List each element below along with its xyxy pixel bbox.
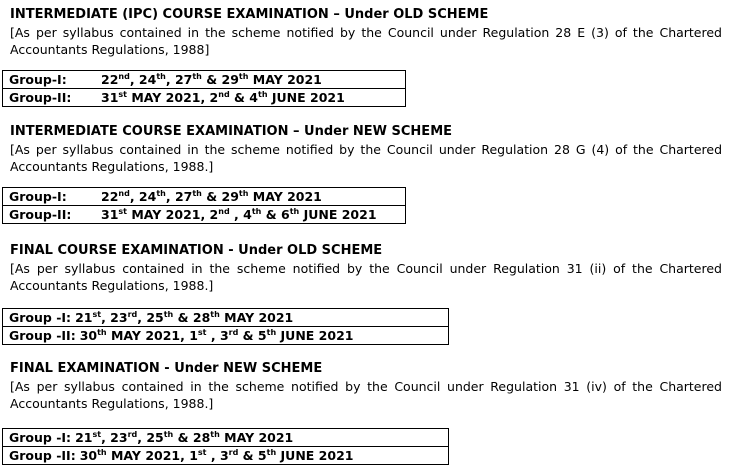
- ordinal-suffix: th: [97, 328, 107, 337]
- group-label: Group-I:: [9, 189, 67, 204]
- date-text: 21: [75, 310, 93, 325]
- ordinal-suffix: th: [289, 207, 300, 216]
- ordinal-suffix: nd: [118, 189, 130, 198]
- schedule-box: [2, 308, 449, 345]
- ordinal-suffix: nd: [118, 72, 130, 81]
- date-text: & 4: [229, 90, 258, 105]
- group-dates: [101, 89, 345, 106]
- date-text: MAY 2021, 1: [106, 328, 198, 343]
- section-final-new: [10, 360, 722, 412]
- date-text: MAY 2021, 2: [127, 90, 219, 105]
- schedule-box: [2, 187, 406, 224]
- date-text: , 23: [101, 430, 128, 445]
- date-text: 31: [101, 90, 119, 105]
- group-label: Group -I:: [9, 430, 72, 445]
- ordinal-suffix: th: [192, 189, 202, 198]
- ordinal-suffix: st: [118, 90, 127, 99]
- ordinal-suffix: th: [192, 72, 202, 81]
- section-note: [As per syllabus contained in the scheme notified by the Council under Regulation 31 (ii) of the Chartered Accountants Regulations, 1988.]: [10, 261, 722, 293]
- ordinal-suffix: st: [92, 430, 102, 439]
- date-text: 31: [101, 207, 119, 222]
- date-text: JUNE 2021: [276, 448, 354, 463]
- section-note: [As per syllabus contained in the scheme notified by the Council under Regulation 31 (iv) of the Chartered Accountants Regulations, 1988.]: [10, 379, 722, 411]
- section-final-old: [10, 242, 722, 294]
- date-text: , 24: [129, 72, 157, 87]
- section-intermediate-ipc-old: [10, 6, 722, 58]
- group-dates: [80, 447, 354, 464]
- date-text: & 6: [261, 207, 290, 222]
- group-label: Group -II:: [9, 448, 76, 463]
- schedule-row: [3, 446, 448, 464]
- schedule-row: [3, 326, 448, 344]
- group-dates: [101, 206, 377, 223]
- date-text: 30: [79, 328, 98, 343]
- section-note: [As per syllabus contained in the scheme notified by the Council under Regulation 28 E (3) of the Chartered Accountants Regulations, 1988]: [10, 25, 722, 57]
- schedule-box: [2, 70, 406, 107]
- group-dates: [75, 429, 293, 446]
- date-text: MAY 2021: [219, 430, 294, 445]
- date-text: , 25: [137, 310, 164, 325]
- section-heading: INTERMEDIATE COURSE EXAMINATION – Under NEW SCHEME: [10, 124, 453, 139]
- ordinal-suffix: rd: [127, 430, 138, 439]
- ordinal-suffix: th: [266, 328, 277, 337]
- ordinal-suffix: nd: [218, 90, 230, 99]
- ordinal-suffix: th: [266, 448, 277, 457]
- date-text: JUNE 2021: [267, 90, 345, 105]
- date-text: , 27: [165, 189, 193, 204]
- group-dates: [101, 188, 322, 205]
- ordinal-suffix: rd: [228, 448, 239, 457]
- date-text: & 28: [173, 310, 211, 325]
- schedule-row: [3, 429, 448, 446]
- ordinal-suffix: th: [210, 430, 220, 439]
- group-dates: [80, 327, 354, 344]
- date-text: & 5: [238, 448, 267, 463]
- schedule-row: [3, 309, 448, 326]
- section-intermediate-new: [10, 123, 722, 175]
- ordinal-suffix: th: [97, 448, 107, 457]
- group-label: Group -I:: [9, 310, 72, 325]
- date-text: & 28: [173, 430, 211, 445]
- ordinal-suffix: th: [210, 310, 220, 319]
- date-text: 21: [75, 430, 93, 445]
- date-text: , 23: [101, 310, 128, 325]
- date-text: MAY 2021: [219, 310, 294, 325]
- date-text: MAY 2021, 1: [106, 448, 198, 463]
- schedule-row: [3, 88, 405, 106]
- schedule-box: [2, 428, 449, 465]
- ordinal-suffix: st: [118, 207, 127, 216]
- ordinal-suffix: th: [163, 430, 174, 439]
- schedule-row: [3, 188, 405, 205]
- date-text: 22: [101, 189, 119, 204]
- date-text: & 29: [201, 72, 239, 87]
- date-text: , 24: [129, 189, 157, 204]
- group-dates: [101, 71, 322, 88]
- date-text: MAY 2021, 2: [127, 207, 219, 222]
- date-text: MAY 2021: [248, 189, 322, 204]
- group-label: Group-II:: [9, 207, 72, 222]
- date-text: JUNE 2021: [299, 207, 377, 222]
- date-text: , 25: [137, 430, 164, 445]
- group-label: Group-II:: [9, 90, 72, 105]
- date-text: , 4: [229, 207, 252, 222]
- date-text: & 29: [201, 189, 239, 204]
- ordinal-suffix: th: [258, 90, 268, 99]
- schedule-row: [3, 71, 405, 88]
- section-note: [As per syllabus contained in the scheme notified by the Council under Regulation 28 G (4) of the Chartered Accountants Regulations, 1988.]: [10, 142, 722, 174]
- schedule-row: [3, 205, 405, 223]
- ordinal-suffix: rd: [228, 328, 239, 337]
- ordinal-suffix: nd: [218, 207, 230, 216]
- date-text: & 5: [238, 328, 267, 343]
- date-text: 30: [79, 448, 98, 463]
- date-text: MAY 2021: [248, 72, 322, 87]
- ordinal-suffix: th: [251, 207, 262, 216]
- group-dates: [75, 309, 293, 326]
- date-text: , 3: [206, 328, 229, 343]
- date-text: JUNE 2021: [276, 328, 354, 343]
- ordinal-suffix: th: [156, 189, 166, 198]
- date-text: 22: [101, 72, 119, 87]
- date-text: , 3: [206, 448, 229, 463]
- ordinal-suffix: th: [238, 72, 249, 81]
- ordinal-suffix: rd: [127, 310, 138, 319]
- group-label: Group -II:: [9, 328, 76, 343]
- ordinal-suffix: th: [238, 189, 249, 198]
- ordinal-suffix: th: [163, 310, 174, 319]
- ordinal-suffix: st: [197, 328, 207, 337]
- section-heading: FINAL EXAMINATION - Under NEW SCHEME: [10, 361, 323, 376]
- section-heading: FINAL COURSE EXAMINATION - Under OLD SCHEME: [10, 243, 383, 258]
- date-text: , 27: [165, 72, 193, 87]
- ordinal-suffix: th: [156, 72, 166, 81]
- ordinal-suffix: st: [92, 310, 102, 319]
- ordinal-suffix: st: [197, 448, 207, 457]
- section-heading: INTERMEDIATE (IPC) COURSE EXAMINATION – Under OLD SCHEME: [10, 7, 489, 22]
- group-label: Group-I:: [9, 72, 67, 87]
